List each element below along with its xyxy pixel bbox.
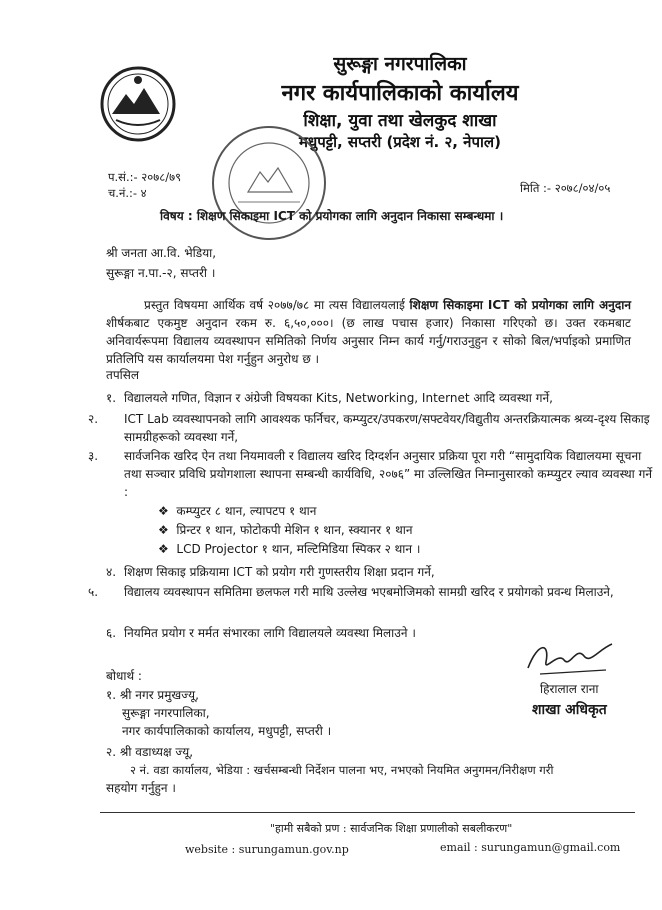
footer-email: email : surungamun@gmail.com [440,841,621,854]
footer-divider [100,812,635,813]
list-item: १. विद्यालयले गणित, विज्ञान र अंग्रेजी विषयका Kits, Networking, Internet आदि व्यवस्था गर्ने, [106,391,553,405]
footer-website: website : surungamun.gov.np [185,843,349,856]
reference-number: प.सं.:- २०७८/७९ [108,170,182,184]
cc-recipient-2-line-2: २ नं. वडा कार्यालय, भेडिया : खर्चसम्बन्धी निर्देशन पालना भए, नभएको नियमित अनुगमन/निरीक्षण गरी [130,763,554,777]
signatory-title: शाखा अधिकृत [532,702,607,718]
footer-motto: "हामी सबैको प्रण : सार्वजनिक शिक्षा प्रणालीको सबलीकरण" [270,822,513,835]
cc-recipient-1-line-3: नगर कार्यपालिकाको कार्यालय, मधुपट्टी, सप्तरी । [122,724,332,738]
cc-recipient-1-line-2: सुरूङ्गा नगरपालिका, [122,706,210,720]
recipient-line-1: श्री जनता आ.वि. भेडिया, [106,246,217,260]
bullet-item: ❖ LCD Projector १ थान, मल्टिमिडिया स्पिकर २ थान । [158,542,421,556]
dispatch-number: च.नं.:- ४ [108,186,147,200]
cc-recipient-1-line-1: १. श्री नगर प्रमुखज्यू, [106,688,199,702]
bullet-item: ❖ प्रिन्टर १ थान, फोटोकपी मेशिन १ थान, स्क्यानर १ थान [158,523,413,537]
list-item: ५. विद्यालय व्यवस्थापन समितिमा छलफल गरी माथि उल्लेख भएबमोजिमको सामग्री खरिद र प्रयोगको प्रवन्ध मिलाउने, [88,585,614,599]
letter-subject: विषय : शिक्षण सिकाइमा ICT को प्रयोगका लागि अनुदान निकासा सम्बन्धमा । [160,209,504,223]
recipient-line-2: सुरूङ्गा न.पा.-२, सप्तरी । [106,266,216,280]
cc-recipient-2-line-3: सहयोग गर्नुहुन । [106,781,176,795]
office-stamp-icon [208,122,330,244]
cc-label: बोधार्थ : [106,669,142,683]
paragraph-part-2: शीर्षकबाट एकमुष्ट अनुदान रकम रु. ६,५०,०००। (छ लाख पचास हजार) निकासा गरिएको छ। उक्त रकमबाट अनिवार्यरूपमा विद्यालय व्यवस्थापन समितिको निर्णय अनुसार निम्न कार्य गर्नु/गराउनुहुन र सोको बिल/भर्पाइको प्रमाणित प्रतिलिपि यस कार्यालयमा पेश गर्नुहुन अनुरोध छ । [106,316,631,366]
paragraph-bold-title: शिक्षण सिकाइमा ICT को प्रयोगका लागि अनुदान [409,298,631,312]
letter-date: मिति :- २०७८/०४/०५ [520,181,611,195]
handwritten-signature-icon [520,632,620,682]
main-paragraph [106,296,631,368]
paragraph-part-1: प्रस्तुत विषयमा आर्थिक वर्ष २०७७/७८ मा त्यस विद्यालयलाई [144,298,410,312]
details-label: तपसिल [106,368,140,382]
list-item: ४. शिक्षण सिकाइ प्रक्रियामा ICT को प्रयोग गरी गुणस्तरीय शिक्षा प्रदान गर्ने, [106,565,435,579]
list-item: ३. सार्वजनिक खरिद ऐन तथा नियमावली र विद्यालय खरिद दिग्दर्शन अनुसार प्रक्रिया पूरा गरी “सामुदायिक विद्यालयमा सूचना तथा सञ्चार प्रविधि प्रयोगशाला स्थापना सम्बन्धी कार्यविधि, २०७६” मा उल्लिखित निम्नानुसारको कम्प्युटर ल्याव व्यवस्था गर्ने : [88,449,653,499]
office-name: नगर कार्यपालिकाको कार्यालय [281,81,519,106]
signatory-name: हिरालाल राना [540,682,599,696]
office-address: मधुपट्टी, सप्तरी (प्रदेश नं. २, नेपाल) [299,133,501,151]
list-item: २. ICT Lab व्यवस्थापनको लागि आवश्यक फर्निचर, कम्प्युटर/उपकरण/सफ्टवेयर/विद्युतीय अन्तरक्रियात्मक श्रव्य-दृश्य सिकाइ सामग्रीहरूको व्यवस्था गर्ने, [88,412,650,444]
section-name: शिक्षा, युवा तथा खेलकुद शाखा [303,111,497,131]
list-item: ६. नियमित प्रयोग र मर्मत संभारका लागि विद्यालयले व्यवस्था मिलाउने । [106,626,416,640]
cc-recipient-2-line-1: २. श्री वडाध्यक्ष ज्यू, [106,745,194,759]
municipality-emblem-icon [98,64,178,144]
bullet-item: ❖ कम्प्युटर ८ थान, ल्यापटप १ थान [158,504,317,518]
municipality-name: सुरूङ्गा नगरपालिका [333,53,467,75]
